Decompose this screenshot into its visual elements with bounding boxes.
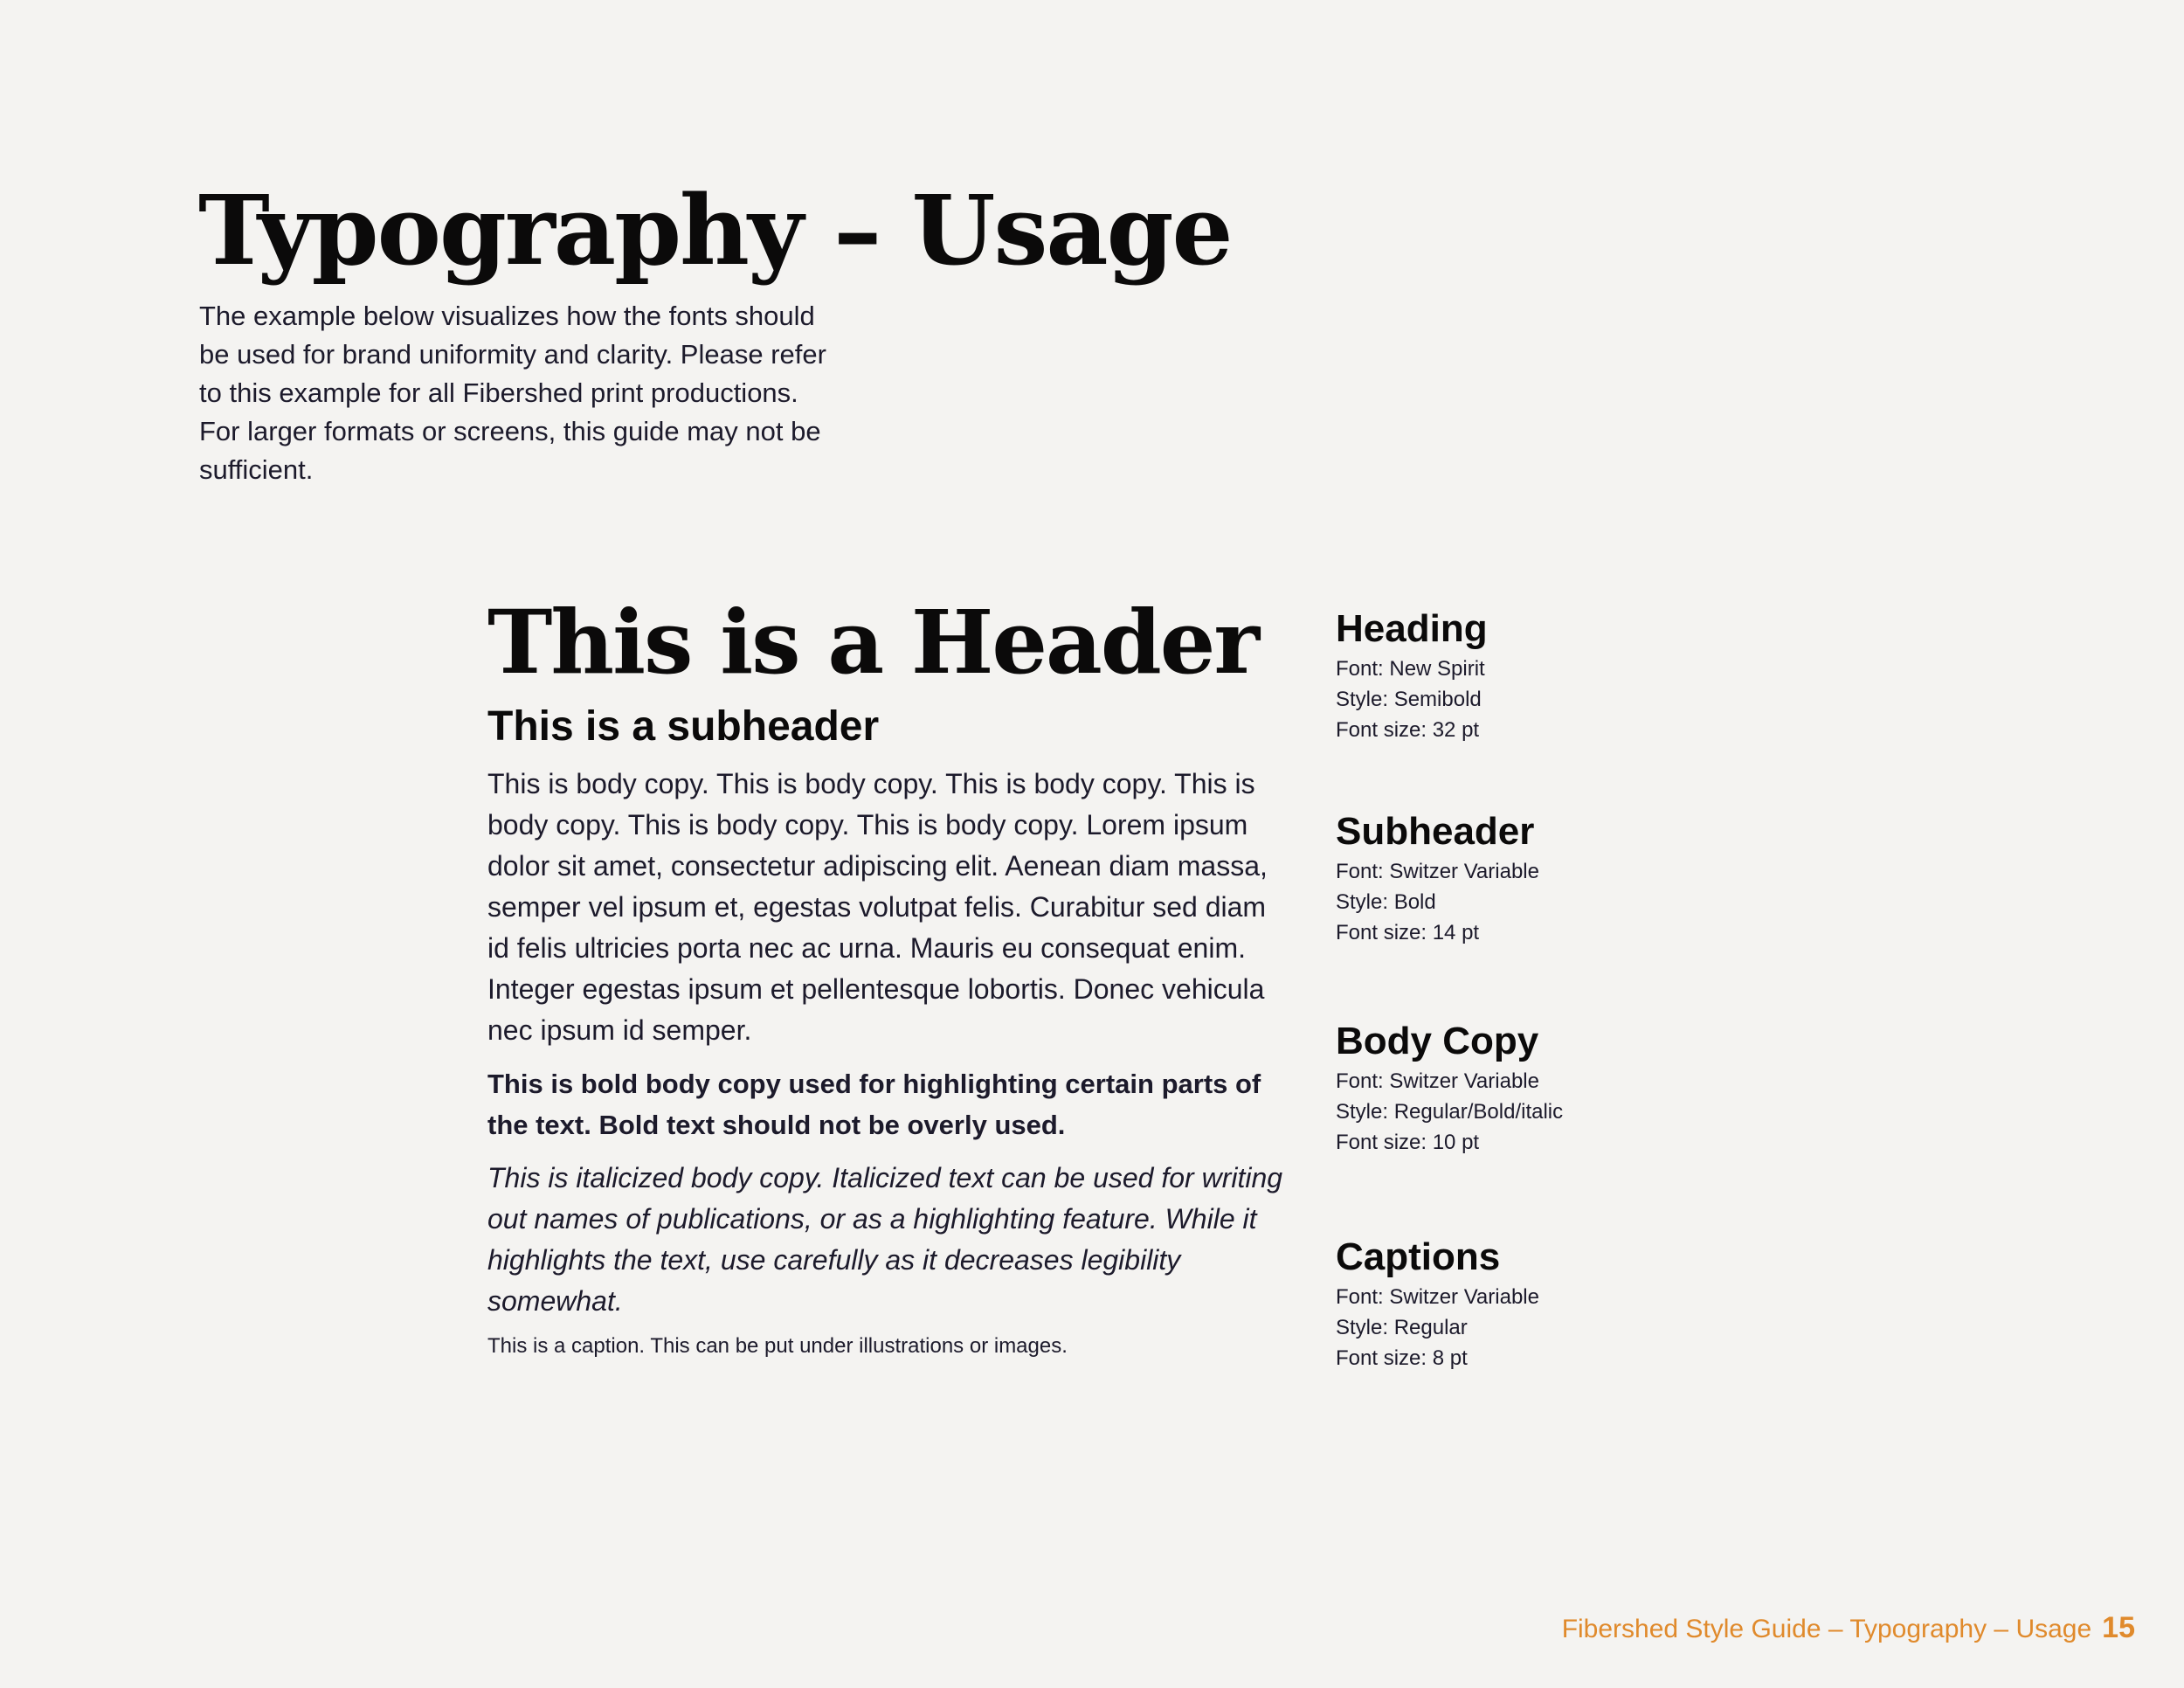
spec-font: Font: Switzer Variable: [1336, 860, 1539, 883]
sample-header: This is a Header: [487, 591, 1259, 694]
footer-text: Fibershed Style Guide – Typography – Usage: [1561, 1615, 2092, 1643]
spec-size: Font size: 14 pt: [1336, 921, 1480, 944]
spec-subheader: [1336, 807, 1773, 948]
sample-body-copy: This is body copy. This is body copy. This is body copy. This is body copy. This is body copy. This is body copy. Lorem ipsum dolor sit amet, consectetur adipiscing elit. Aenean diam massa, semper vel ipsum et, egestas volutpat felis. Curabitur sed diam id felis ultricies porta nec ac urna. Mauris eu consequat enim. Integer egestas ipsum et pellentesque lobortis. Donec vehicula nec ipsum id semper.: [487, 768, 1268, 1046]
spec-size: Font size: 32 pt: [1336, 718, 1480, 742]
spec-style: Style: Bold: [1336, 890, 1436, 914]
spec-size: Font size: 10 pt: [1336, 1131, 1480, 1154]
typography-sample: [487, 585, 1291, 1362]
sample-bold-copy: This is bold body copy used for highlighting certain parts of the text. Bold text should not be overly used.: [487, 1069, 1261, 1140]
spec-heading: [1336, 605, 1773, 745]
spec-style: Style: Regular/Bold/italic: [1336, 1100, 1564, 1124]
spec-font: Font: New Spirit: [1336, 657, 1485, 681]
spec-style: Style: Semibold: [1336, 688, 1482, 711]
spec-size: Font size: 8 pt: [1336, 1346, 1468, 1370]
spec-title: Heading: [1336, 607, 1488, 650]
spec-captions: [1336, 1233, 1773, 1373]
page-title: Typography – Usage: [198, 174, 1232, 287]
sample-caption: This is a caption. This can be put under illustrations or images.: [487, 1334, 1068, 1358]
spec-title: Body Copy: [1336, 1020, 1539, 1062]
spec-title: Subheader: [1336, 810, 1535, 853]
spec-title: Captions: [1336, 1235, 1501, 1278]
spec-font: Font: Switzer Variable: [1336, 1069, 1539, 1093]
spec-style: Style: Regular: [1336, 1316, 1468, 1339]
sample-italic-copy: This is italicized body copy. Italicized text can be used for writing out names of publications, or as a highlighting feature. While it highlights the text, use carefully as it decreases legibility somewhat.: [487, 1162, 1283, 1317]
spec-body-copy: [1336, 1017, 1773, 1158]
spec-font: Font: Switzer Variable: [1336, 1285, 1539, 1309]
sample-subheader: This is a subheader: [487, 703, 880, 750]
page-number: 15: [2102, 1611, 2135, 1644]
intro-paragraph: The example below visualizes how the fonts should be used for brand uniformity and clarity. Please refer to this example for all Fibershed print productions. For larger formats or screens, this guide may not be sufficient.: [199, 301, 826, 485]
page-footer: [1562, 1610, 2135, 1647]
